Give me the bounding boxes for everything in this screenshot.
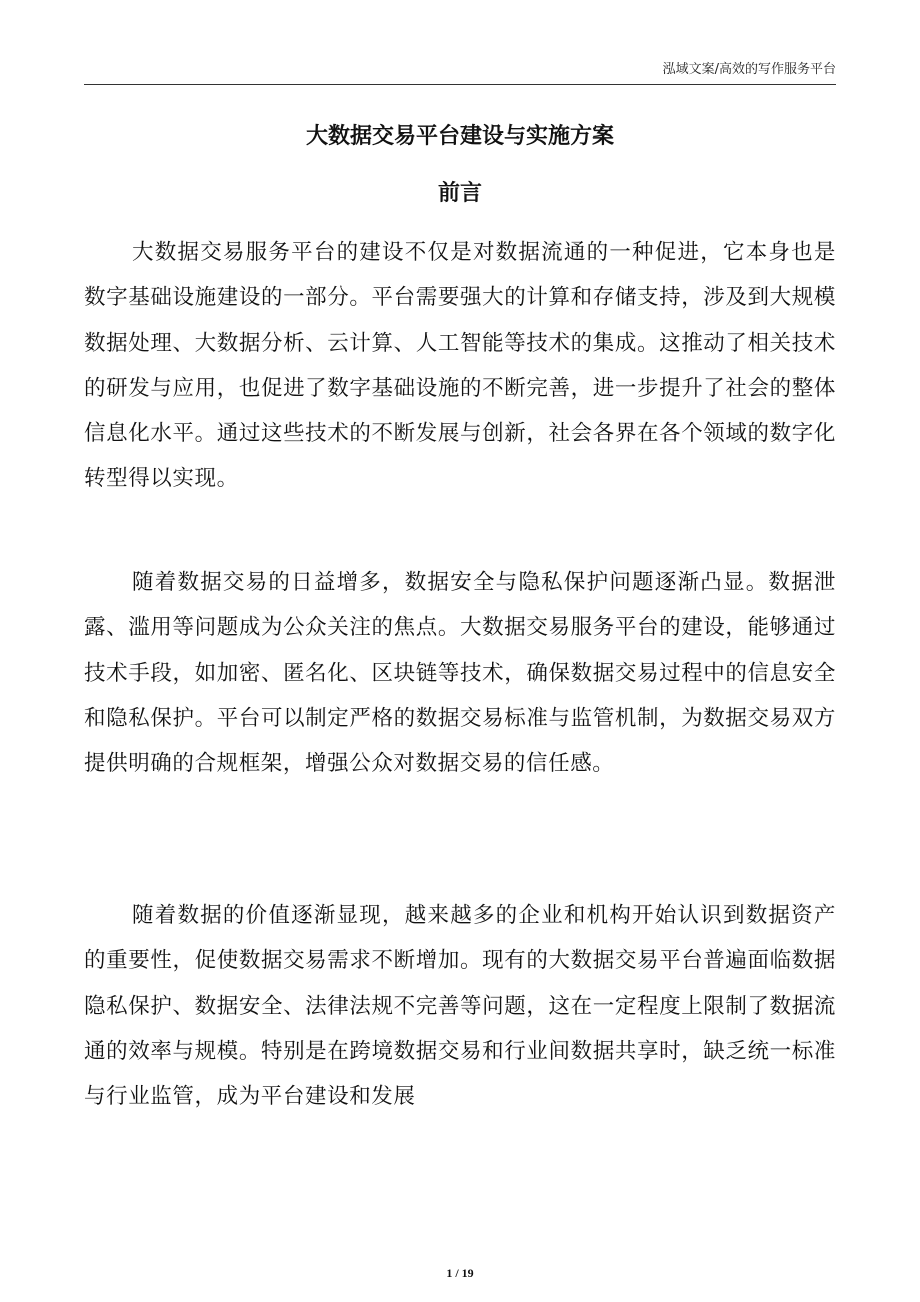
section-title-preface: 前言	[437, 181, 482, 206]
paragraph-3: 随着数据的价值逐渐显现，越来越多的企业和机构开始认识到数据资产的重要性，促使数据交易需求不断增加。现有的大数据交易平台普遍面临数据隐私保护、数据安全、法律法规不完善等问题，这在一定程度上限制了数据流通的效率与规模。特别是在跨境数据交易和行业间数据共享时，缺乏统一标准与行业监管，成为平台建设和发展	[84, 903, 836, 1110]
paragraph-1: 大数据交易服务平台的建设不仅是对数据流通的一种促进，它本身也是数字基础设施建设的一部分。平台需要强大的计算和存储支持，涉及到大规模数据处理、大数据分析、云计算、人工智能等技术的集成。这推动了相关技术的研发与应用，也促进了数字基础设施的不断完善，进一步提升了社会的整体信息化水平。通过这些技术的不断发展与创新，社会各界在各个领域的数字化转型得以实现。	[84, 240, 836, 492]
document-title: 大数据交易平台建设与实施方案	[305, 124, 614, 149]
page-number: 1 / 19	[446, 1266, 474, 1280]
header-brand-text: 泓域文案/高效的写作服务平台	[662, 62, 836, 77]
header-divider	[84, 84, 836, 85]
paragraph-2: 随着数据交易的日益增多，数据安全与隐私保护问题逐渐凸显。数据泄露、滥用等问题成为公众关注的焦点。大数据交易服务平台的建设，能够通过技术手段，如加密、匿名化、区块链等技术，确保数据交易过程中的信息安全和隐私保护。平台可以制定严格的数据交易标准与监管机制，为数据交易双方提供明确的合规框架，增强公众对数据交易的信任感。	[84, 570, 836, 777]
